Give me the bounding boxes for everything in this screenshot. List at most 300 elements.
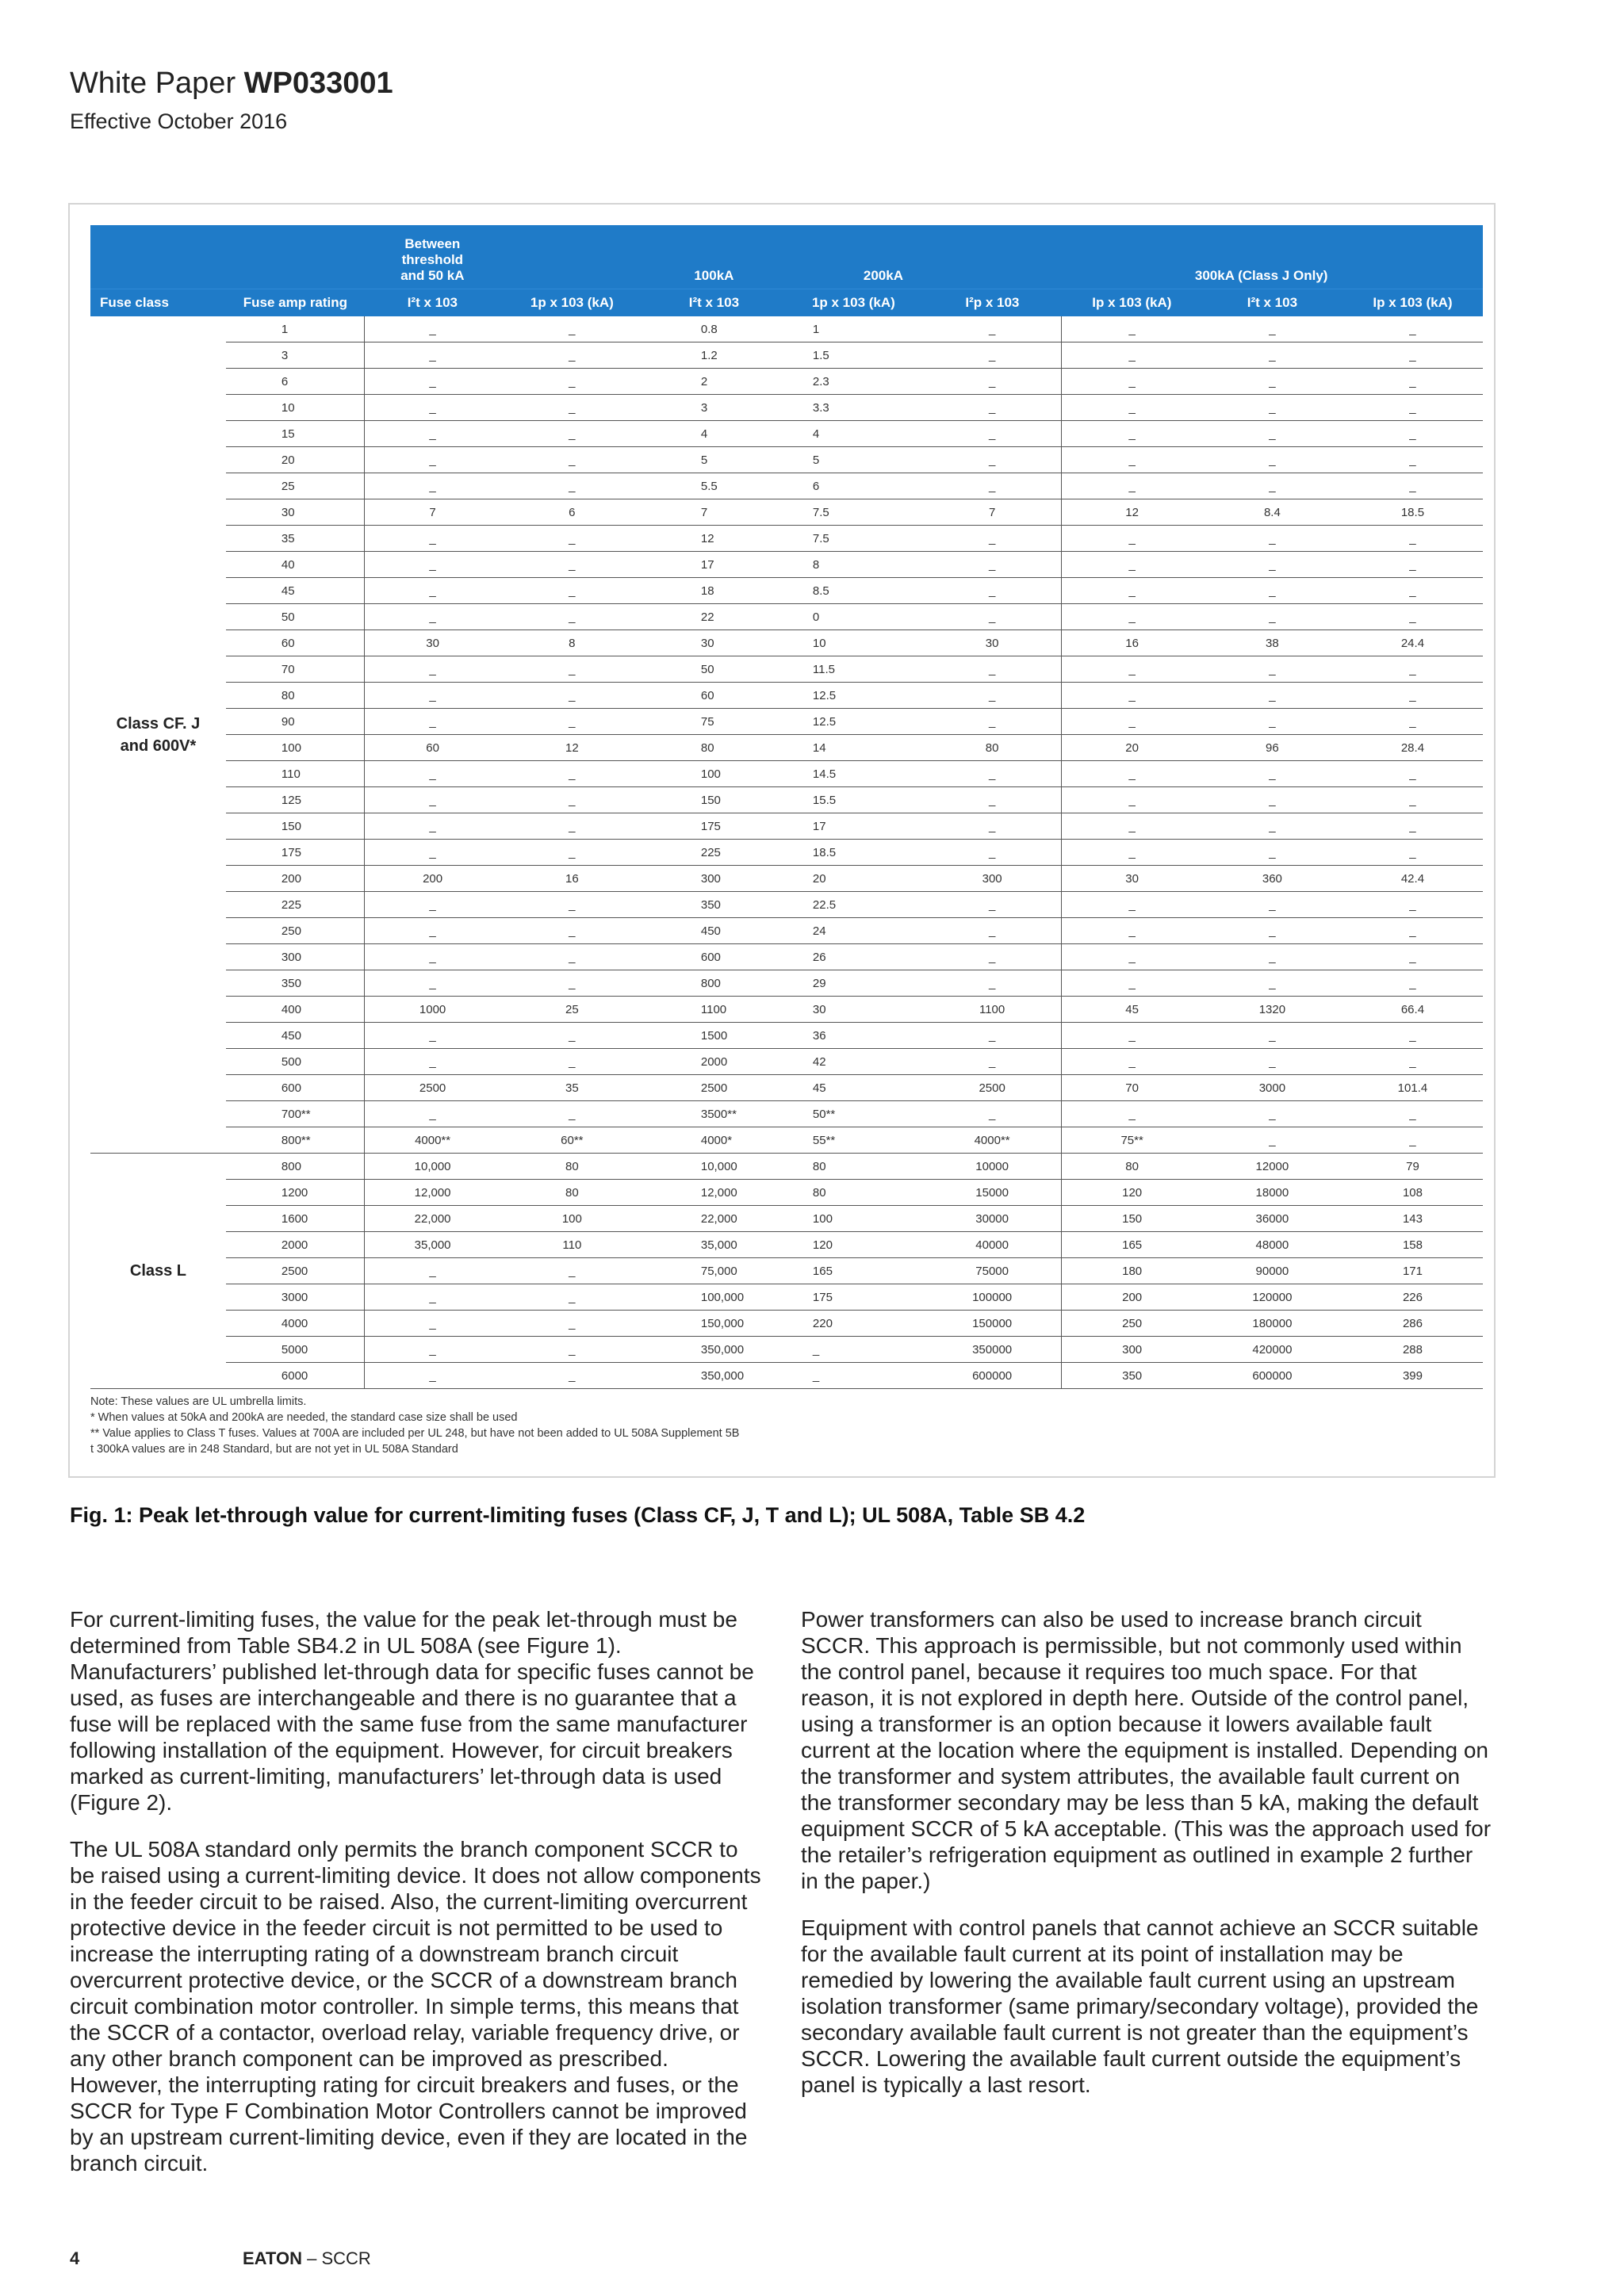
table-cell: 11.5 xyxy=(784,656,923,683)
class-cf-label-line1: Class CF. J xyxy=(116,714,201,733)
table-cell: _ xyxy=(500,656,644,683)
table-cell: _ xyxy=(1342,813,1483,840)
table-cell: 70 xyxy=(226,656,365,683)
table-cell: 800 xyxy=(644,970,784,997)
table-cell: _ xyxy=(365,656,500,683)
table-cell: _ xyxy=(500,787,644,813)
table-cell: _ xyxy=(1062,944,1202,970)
table-cell: 15.5 xyxy=(784,787,923,813)
table-cell: _ xyxy=(923,761,1062,787)
table-cell: 35,000 xyxy=(644,1232,784,1258)
table-row xyxy=(90,1363,1483,1389)
table-cell: 6 xyxy=(784,473,923,499)
table-cell: 75000 xyxy=(923,1258,1062,1284)
table-row xyxy=(90,1258,1483,1284)
table-cell: _ xyxy=(365,578,500,604)
table-cell: 30 xyxy=(365,630,500,656)
table-cell: 2000 xyxy=(644,1049,784,1075)
table-row xyxy=(90,735,1483,761)
table-cell: 25 xyxy=(500,997,644,1023)
table-cell: 4 xyxy=(644,421,784,447)
table-cell: 2000 xyxy=(226,1232,365,1258)
table-cell: 110 xyxy=(500,1232,644,1258)
table-cell: 2500 xyxy=(226,1258,365,1284)
table-cell: _ xyxy=(1062,473,1202,499)
table-cell: 2 xyxy=(644,369,784,395)
table-row xyxy=(90,1049,1483,1075)
table-cell: _ xyxy=(923,683,1062,709)
col-200ka-i2t: I²p x 103 xyxy=(923,289,1062,317)
table-cell: 14.5 xyxy=(784,761,923,787)
table-cell: _ xyxy=(500,761,644,787)
table-row xyxy=(90,1023,1483,1049)
table-cell: 4000* xyxy=(644,1127,784,1154)
table-cell: 400 xyxy=(226,997,365,1023)
table-cell: _ xyxy=(1342,1127,1483,1154)
table-cell: _ xyxy=(1202,761,1342,787)
table-cell: _ xyxy=(1342,395,1483,421)
table-cell: _ xyxy=(1062,526,1202,552)
table-cell: _ xyxy=(1062,552,1202,578)
table-cell: 16 xyxy=(1062,630,1202,656)
paragraph: Power transformers can also be used to increase branch circuit SCCR. This approach is permissible, but not commonly used within the control panel, because it requires too much space. For that reason, it is not explored in depth here. Outside of the control panel, using a transformer is an option because it lowers available fault current at the location where the equipment is installed. Depending on the transformer and system attributes, the available fault current on the transformer secondary may be less than 5 kA, making the default equipment SCCR of 5 kA acceptable. (This was the approach used for the retailer’s refrigeration equipment as outlined in example 2 further in the paper.) xyxy=(801,1607,1492,1893)
title-prefix: White Paper xyxy=(70,67,244,100)
table-cell: _ xyxy=(365,473,500,499)
table-cell: 7 xyxy=(923,499,1062,526)
table-cell: 350 xyxy=(226,970,365,997)
table-cell: _ xyxy=(1062,1023,1202,1049)
table-cell: 45 xyxy=(1062,997,1202,1023)
table-cell: _ xyxy=(500,1337,644,1363)
table-cell: _ xyxy=(923,1101,1062,1127)
table-cell: 10,000 xyxy=(644,1154,784,1180)
table-cell: _ xyxy=(1202,892,1342,918)
table-cell: _ xyxy=(500,1258,644,1284)
table-cell: _ xyxy=(500,395,644,421)
table-cell: 12 xyxy=(500,735,644,761)
table-cell: _ xyxy=(1202,787,1342,813)
table-cell: 3 xyxy=(644,395,784,421)
table-cell: 50** xyxy=(784,1101,923,1127)
table-cell: 1 xyxy=(784,316,923,342)
table-cell: 360 xyxy=(1202,866,1342,892)
table-cell: 1320 xyxy=(1202,997,1342,1023)
table-cell: _ xyxy=(500,342,644,369)
table-cell: 143 xyxy=(1342,1206,1483,1232)
table-cell: _ xyxy=(365,683,500,709)
table-cell: 350,000 xyxy=(644,1337,784,1363)
table-cell: 108 xyxy=(1342,1180,1483,1206)
table-cell: _ xyxy=(1062,656,1202,683)
col-100ka-ip: 1p x 103 (kA) xyxy=(784,289,923,317)
table-cell: _ xyxy=(1202,918,1342,944)
table-cell: 17 xyxy=(784,813,923,840)
table-cell: 350 xyxy=(644,892,784,918)
table-cell: 12 xyxy=(1062,499,1202,526)
document-title xyxy=(70,67,393,101)
table-cell: 35 xyxy=(500,1075,644,1101)
table-cell: 100 xyxy=(226,735,365,761)
table-cell: _ xyxy=(500,813,644,840)
group-header-50ka: Between threshold and 50 kA xyxy=(365,225,500,289)
table-cell: 60 xyxy=(644,683,784,709)
table-row xyxy=(90,970,1483,997)
table-cell: 80 xyxy=(500,1154,644,1180)
table-row xyxy=(90,552,1483,578)
class-cf-label-line2: and 600V* xyxy=(120,737,197,755)
table-cell: 14 xyxy=(784,735,923,761)
table-cell: _ xyxy=(1202,1023,1342,1049)
class-l-label: Class L xyxy=(129,1262,187,1280)
table-cell: 600 xyxy=(644,944,784,970)
table-cell: _ xyxy=(1342,787,1483,813)
table-cell: _ xyxy=(923,316,1062,342)
note-line: * When values at 50kA and 200kA are needed, the standard case size shall be used xyxy=(90,1411,518,1424)
table-cell: 4000** xyxy=(365,1127,500,1154)
table-cell: _ xyxy=(1062,918,1202,944)
table-cell: 1.2 xyxy=(644,342,784,369)
table-cell: 165 xyxy=(1062,1232,1202,1258)
footer-brand xyxy=(243,2248,371,2269)
table-cell: 18.5 xyxy=(784,840,923,866)
table-cell: 12,000 xyxy=(644,1180,784,1206)
table-cell: 30 xyxy=(1062,866,1202,892)
body-column-left xyxy=(70,1606,761,2197)
table-cell: 96 xyxy=(1202,735,1342,761)
table-cell: 3000 xyxy=(226,1284,365,1311)
table-cell: _ xyxy=(923,1049,1062,1075)
paragraph: Equipment with control panels that cannot achieve an SCCR suitable for the available fault current at its point of installation may be remedied by lowering the available fault current using an upstream isolation transformer (same primary/secondary voltage), provided the secondary available fault current is not greater than the equipment’s SCCR. Lowering the available fault current outside the equipment’s panel is typically a last resort. xyxy=(801,1915,1479,2097)
table-row xyxy=(90,578,1483,604)
table-cell: 0.8 xyxy=(644,316,784,342)
group-header-100ka: 100kA xyxy=(644,225,784,289)
table-cell: _ xyxy=(365,1363,500,1389)
table-cell: 3 xyxy=(226,342,365,369)
table-cell: 79 xyxy=(1342,1154,1483,1180)
table-cell: _ xyxy=(1202,369,1342,395)
table-row xyxy=(90,604,1483,630)
table-row xyxy=(90,342,1483,369)
table-cell: 150 xyxy=(226,813,365,840)
table-cell: _ xyxy=(1062,840,1202,866)
table-cell: _ xyxy=(1062,892,1202,918)
table-cell: _ xyxy=(1342,473,1483,499)
table-cell: 12 xyxy=(644,526,784,552)
table-cell: 30 xyxy=(784,997,923,1023)
table-cell: _ xyxy=(1342,656,1483,683)
table-cell: 12.5 xyxy=(784,709,923,735)
table-cell: _ xyxy=(365,709,500,735)
table-cell: _ xyxy=(1202,1049,1342,1075)
table-cell: 175 xyxy=(226,840,365,866)
table-cell: 101.4 xyxy=(1342,1075,1483,1101)
table-cell: _ xyxy=(1062,578,1202,604)
sub-header-row xyxy=(90,289,1483,317)
table-cell: _ xyxy=(365,526,500,552)
table-cell: 450 xyxy=(644,918,784,944)
table-cell: _ xyxy=(365,316,500,342)
table-cell: 15000 xyxy=(923,1180,1062,1206)
table-cell: 700** xyxy=(226,1101,365,1127)
table-row xyxy=(90,892,1483,918)
table-cell: 100 xyxy=(500,1206,644,1232)
body-column-right xyxy=(801,1606,1492,2118)
table-cell: 171 xyxy=(1342,1258,1483,1284)
paragraph: For current-limiting fuses, the value for the peak let-through must be determined from Table SB4.2 in UL 508A (see Figure 1). Manufacturers’ published let-through data for specific fuses cannot be used, as fuses are interchangeable and there is no guarantee that a fuse will be replaced with the same fuse from the same manufacturer following installation of the equipment. However, for circuit breakers marked as current-limiting, manufacturers’ let-through data is used (Figure 2). xyxy=(70,1607,754,1815)
table-cell: _ xyxy=(1342,604,1483,630)
table-cell: _ xyxy=(500,970,644,997)
table-cell: 5 xyxy=(644,447,784,473)
table-cell: 150 xyxy=(644,787,784,813)
table-cell: _ xyxy=(1062,970,1202,997)
group-header-row xyxy=(90,225,1483,289)
table-cell: _ xyxy=(923,656,1062,683)
brand-name: EATON xyxy=(243,2248,302,2268)
table-cell: _ xyxy=(1202,1101,1342,1127)
table-cell: _ xyxy=(923,604,1062,630)
table-cell: _ xyxy=(500,892,644,918)
table-cell: 350,000 xyxy=(644,1363,784,1389)
table-cell: 22 xyxy=(644,604,784,630)
table-row xyxy=(90,1232,1483,1258)
table-row xyxy=(90,395,1483,421)
table-cell: 22,000 xyxy=(644,1206,784,1232)
table-cell: 1 xyxy=(226,316,365,342)
table-cell: _ xyxy=(923,447,1062,473)
table-row xyxy=(90,1127,1483,1154)
table-cell: _ xyxy=(923,473,1062,499)
table-cell: _ xyxy=(1342,369,1483,395)
title-code: WP033001 xyxy=(243,67,393,100)
col-200ka-ip: Ip x 103 (kA) xyxy=(1062,289,1202,317)
table-cell: 10,000 xyxy=(365,1154,500,1180)
table-cell: 66.4 xyxy=(1342,997,1483,1023)
table-cell: 7.5 xyxy=(784,499,923,526)
table-cell: 30 xyxy=(644,630,784,656)
table-cell: 22,000 xyxy=(365,1206,500,1232)
table-row xyxy=(90,526,1483,552)
table-cell: 24.4 xyxy=(1342,630,1483,656)
table-cell: _ xyxy=(365,421,500,447)
table-cell: 500 xyxy=(226,1049,365,1075)
table-cell: 16 xyxy=(500,866,644,892)
table-cell: _ xyxy=(1062,316,1202,342)
table-cell: 3000 xyxy=(1202,1075,1342,1101)
table-cell: _ xyxy=(923,709,1062,735)
table-cell: _ xyxy=(500,421,644,447)
table-cell: _ xyxy=(365,369,500,395)
table-cell: _ xyxy=(1062,395,1202,421)
table-cell: _ xyxy=(500,473,644,499)
table-cell: 1200 xyxy=(226,1180,365,1206)
table-cell: _ xyxy=(1062,369,1202,395)
table-cell: _ xyxy=(500,526,644,552)
table-cell: _ xyxy=(1342,840,1483,866)
table-cell: 10 xyxy=(226,395,365,421)
table-cell: _ xyxy=(1202,473,1342,499)
table-row xyxy=(90,944,1483,970)
table-cell: _ xyxy=(1342,683,1483,709)
table-cell: _ xyxy=(1062,421,1202,447)
table-cell: _ xyxy=(1342,578,1483,604)
table-cell: 200 xyxy=(226,866,365,892)
table-notes xyxy=(90,1394,1438,1457)
table-cell: _ xyxy=(500,552,644,578)
table-cell: 120 xyxy=(1062,1180,1202,1206)
table-cell: 90 xyxy=(226,709,365,735)
table-cell: 70 xyxy=(1062,1075,1202,1101)
table-cell: _ xyxy=(923,918,1062,944)
table-cell: _ xyxy=(1062,342,1202,369)
fuse-class-label xyxy=(90,316,226,1154)
table-cell: 42.4 xyxy=(1342,866,1483,892)
table-cell: _ xyxy=(1202,316,1342,342)
table-row xyxy=(90,316,1483,342)
table-cell: _ xyxy=(923,342,1062,369)
table-cell: _ xyxy=(1342,892,1483,918)
table-cell: _ xyxy=(1062,709,1202,735)
table-cell: _ xyxy=(1202,709,1342,735)
table-cell: 226 xyxy=(1342,1284,1483,1311)
table-cell: 80 xyxy=(1062,1154,1202,1180)
table-cell: _ xyxy=(1202,395,1342,421)
peak-let-through-table xyxy=(90,225,1483,1389)
table-cell: 300 xyxy=(923,866,1062,892)
table-cell: _ xyxy=(923,395,1062,421)
table-cell: 300 xyxy=(1062,1337,1202,1363)
table-cell: _ xyxy=(1202,970,1342,997)
table-cell: 24 xyxy=(784,918,923,944)
table-cell: 600000 xyxy=(1202,1363,1342,1389)
table-cell: _ xyxy=(1202,447,1342,473)
table-cell: 1.5 xyxy=(784,342,923,369)
table-cell: _ xyxy=(500,683,644,709)
table-cell: _ xyxy=(500,1049,644,1075)
table-cell: _ xyxy=(365,1284,500,1311)
table-cell: 20 xyxy=(784,866,923,892)
table-cell: 80 xyxy=(923,735,1062,761)
table-cell: 75** xyxy=(1062,1127,1202,1154)
table-cell: 55** xyxy=(784,1127,923,1154)
table-cell: _ xyxy=(1062,1101,1202,1127)
table-cell: 2500 xyxy=(365,1075,500,1101)
table-cell: _ xyxy=(1202,526,1342,552)
table-cell: 12,000 xyxy=(365,1180,500,1206)
table-cell: _ xyxy=(500,944,644,970)
table-cell: _ xyxy=(365,918,500,944)
table-cell: _ xyxy=(784,1363,923,1389)
table-body xyxy=(90,316,1483,1389)
table-cell: 36000 xyxy=(1202,1206,1342,1232)
table-cell: _ xyxy=(1342,342,1483,369)
table-cell: _ xyxy=(365,970,500,997)
table-cell: 50 xyxy=(644,656,784,683)
table-cell: 180 xyxy=(1062,1258,1202,1284)
table-cell: _ xyxy=(365,604,500,630)
table-cell: 5000 xyxy=(226,1337,365,1363)
table-cell: _ xyxy=(365,1049,500,1075)
table-row xyxy=(90,1180,1483,1206)
table-cell: 60 xyxy=(226,630,365,656)
table-cell: 150,000 xyxy=(644,1311,784,1337)
table-cell: 8 xyxy=(500,630,644,656)
table-cell: 250 xyxy=(226,918,365,944)
table-cell: _ xyxy=(365,447,500,473)
table-cell: 80 xyxy=(500,1180,644,1206)
table-row xyxy=(90,656,1483,683)
table-cell: 165 xyxy=(784,1258,923,1284)
table-cell: 158 xyxy=(1342,1232,1483,1258)
table-cell: _ xyxy=(923,421,1062,447)
table-cell: _ xyxy=(1062,447,1202,473)
table-cell: 100000 xyxy=(923,1284,1062,1311)
table-cell: 28.4 xyxy=(1342,735,1483,761)
table-cell: _ xyxy=(365,1023,500,1049)
table-cell: 175 xyxy=(784,1284,923,1311)
table-cell: 250 xyxy=(1062,1311,1202,1337)
table-cell: _ xyxy=(923,892,1062,918)
table-cell: 225 xyxy=(226,892,365,918)
table-cell: 200 xyxy=(365,866,500,892)
table-cell: 12000 xyxy=(1202,1154,1342,1180)
table-cell: 80 xyxy=(226,683,365,709)
table-cell: _ xyxy=(500,709,644,735)
table-cell: 150 xyxy=(1062,1206,1202,1232)
table-cell: _ xyxy=(365,761,500,787)
col-fuse-class: Fuse class xyxy=(90,289,226,317)
table-cell: 300 xyxy=(644,866,784,892)
table-cell: _ xyxy=(1342,316,1483,342)
table-cell: 350 xyxy=(1062,1363,1202,1389)
table-cell: 45 xyxy=(784,1075,923,1101)
table-cell: _ xyxy=(1342,918,1483,944)
table-row xyxy=(90,1206,1483,1232)
table-cell: _ xyxy=(1202,840,1342,866)
table-cell: _ xyxy=(923,787,1062,813)
table-cell: 36 xyxy=(784,1023,923,1049)
table-cell: _ xyxy=(923,526,1062,552)
table-cell: _ xyxy=(1202,578,1342,604)
note-line: ** Value applies to Class T fuses. Values at 700A are included per UL 248, but have not been added to UL 508A Supplement 5B xyxy=(90,1427,740,1440)
table-cell: 17 xyxy=(644,552,784,578)
table-cell: 2500 xyxy=(644,1075,784,1101)
table-cell: 10 xyxy=(784,630,923,656)
table-cell: _ xyxy=(1202,604,1342,630)
table-cell: _ xyxy=(500,1363,644,1389)
fuse-class-label xyxy=(90,1154,226,1389)
note-line: Note: These values are UL umbrella limits. xyxy=(90,1395,307,1408)
table-cell: _ xyxy=(365,1258,500,1284)
table-cell: _ xyxy=(1202,944,1342,970)
table-row xyxy=(90,1075,1483,1101)
figure-caption: Fig. 1: Peak let-through value for current-limiting fuses (Class CF, J, T and L); UL 508A, Table SB 4.2 xyxy=(70,1503,1086,1527)
table-row xyxy=(90,1101,1483,1127)
group-header-200ka: 200kA xyxy=(784,225,1062,289)
table-cell: 42 xyxy=(784,1049,923,1075)
table-cell: 3.3 xyxy=(784,395,923,421)
group-header-300ka: 300kA (Class J Only) xyxy=(1062,225,1483,289)
table-cell: _ xyxy=(923,840,1062,866)
table-cell: 800 xyxy=(226,1154,365,1180)
table-cell: _ xyxy=(1342,526,1483,552)
table-cell: 220 xyxy=(784,1311,923,1337)
table-cell: _ xyxy=(365,813,500,840)
table-cell: 48000 xyxy=(1202,1232,1342,1258)
table-cell: 2500 xyxy=(923,1075,1062,1101)
col-fuse-amp-rating: Fuse amp rating xyxy=(226,289,365,317)
table-cell: 399 xyxy=(1342,1363,1483,1389)
table-cell: _ xyxy=(923,944,1062,970)
